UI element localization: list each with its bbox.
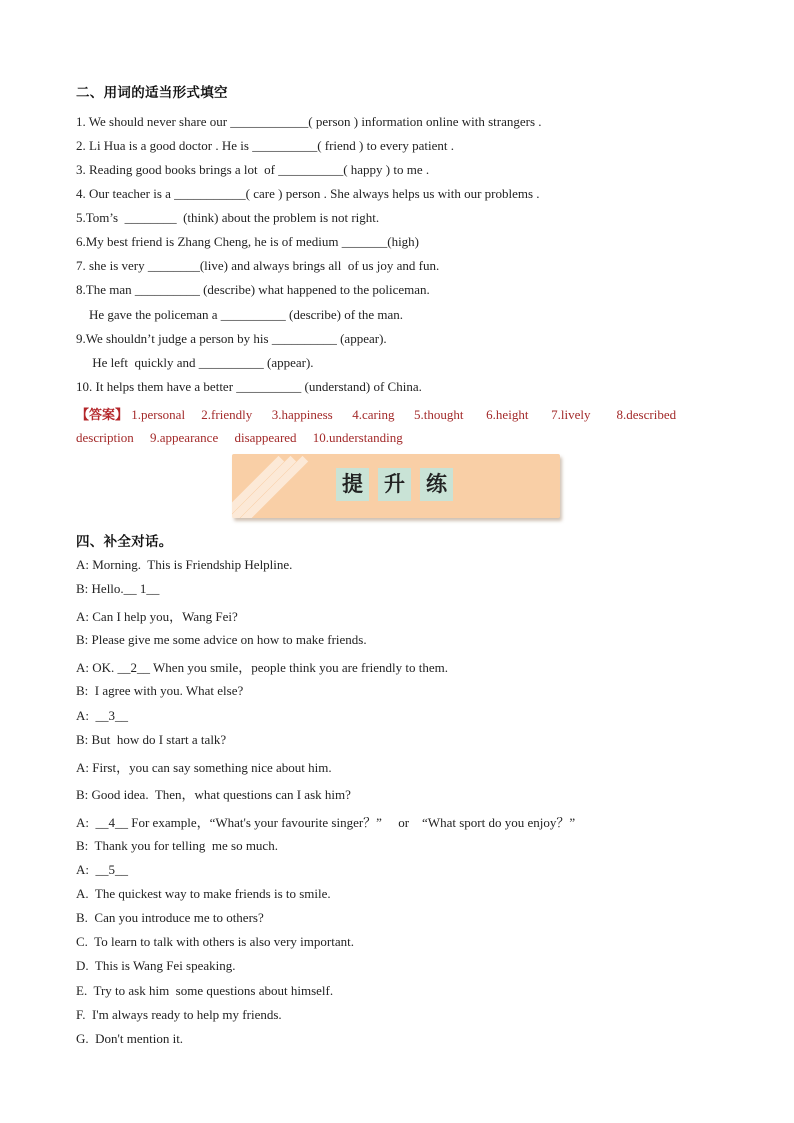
dialogue-line: A: __4__ For example，“What's your favourite singer？” or “What sport do you enjoy？”: [76, 815, 576, 830]
dialogue-line: A: Morning. This is Friendship Helpline.: [76, 557, 293, 572]
dialogue-line: A: First，you can say something nice about him.: [76, 760, 332, 775]
option-e: E. Try to ask him some questions about himself.: [76, 983, 334, 998]
exercise-item-5: 5.Tom’s ________ (think) about the problem is not right.: [76, 210, 380, 225]
banner-char: 升: [378, 468, 411, 501]
banner-char: 提: [336, 468, 369, 501]
exercise-item-8a: 8.The man __________ (describe) what happened to the policeman.: [76, 282, 430, 297]
dialogue-line: B: Thank you for telling me so much.: [76, 838, 278, 853]
exercise-item-6: 6.My best friend is Zhang Cheng, he is of medium _______(high): [76, 234, 420, 249]
dialogue-line: B: Hello.__ 1__: [76, 581, 160, 596]
option-a: A. The quickest way to make friends is to smile.: [76, 886, 331, 901]
dialogue-line: A: OK. __2__ When you smile，people think you are friendly to them.: [76, 660, 448, 675]
exercise-item-8b: He gave the policeman a __________ (describe) of the man.: [76, 307, 404, 322]
exercise-item-4: 4. Our teacher is a ___________( care ) person . She always helps us with our problems .: [76, 186, 540, 201]
answer-text-1: 1.personal 2.friendly 3.happiness 4.caring 5.thought 6.height 7.lively 8.described: [128, 407, 677, 422]
exercise-item-10: 10. It helps them have a better __________ (understand) of China.: [76, 379, 422, 394]
option-c: C. To learn to talk with others is also very important.: [76, 934, 354, 949]
option-d: D. This is Wang Fei speaking.: [76, 958, 236, 973]
dialogue-line: B: Please give me some advice on how to make friends.: [76, 632, 367, 647]
exercise-item-3: 3. Reading good books brings a lot of __________( happy ) to me .: [76, 162, 430, 177]
exercise-item-9a: 9.We shouldn’t judge a person by his __________ (appear).: [76, 331, 387, 346]
banner-char: 练: [420, 468, 453, 501]
option-g: G. Don't mention it.: [76, 1031, 184, 1046]
answer-tag: 【答案】: [76, 408, 129, 423]
exercise-item-2: 2. Li Hua is a good doctor . He is __________( friend ) to every patient .: [76, 138, 454, 153]
exercise-item-1: 1. We should never share our ____________( person ) information online with strangers .: [76, 114, 542, 129]
exercise-item-9b: He left quickly and __________ (appear).: [76, 355, 314, 370]
answer-line-2: description 9.appearance disappeared 10.understanding: [76, 430, 403, 445]
dialogue-line: A: __3__: [76, 708, 128, 723]
section-4-heading: 四、补全对话。: [76, 534, 173, 550]
exercise-item-7: 7. she is very ________(live) and always brings all of us joy and fun.: [76, 258, 440, 273]
dialogue-line: B: But how do I start a talk?: [76, 732, 227, 747]
dialogue-line: B: I agree with you. What else?: [76, 683, 244, 698]
practice-banner: [232, 454, 560, 518]
option-b: B. Can you introduce me to others?: [76, 910, 264, 925]
dialogue-line: B: Good idea. Then，what questions can I ask him?: [76, 787, 351, 802]
section-2-heading: 二、用词的适当形式填空: [76, 85, 228, 101]
dialogue-line: A: Can I help you，Wang Fei?: [76, 609, 238, 624]
banner-stripe: [232, 456, 296, 518]
dialogue-line: A: __5__: [76, 862, 128, 877]
option-f: F. I'm always ready to help my friends.: [76, 1007, 282, 1022]
answer-line-1: [76, 404, 676, 423]
banner-title: [336, 468, 453, 501]
